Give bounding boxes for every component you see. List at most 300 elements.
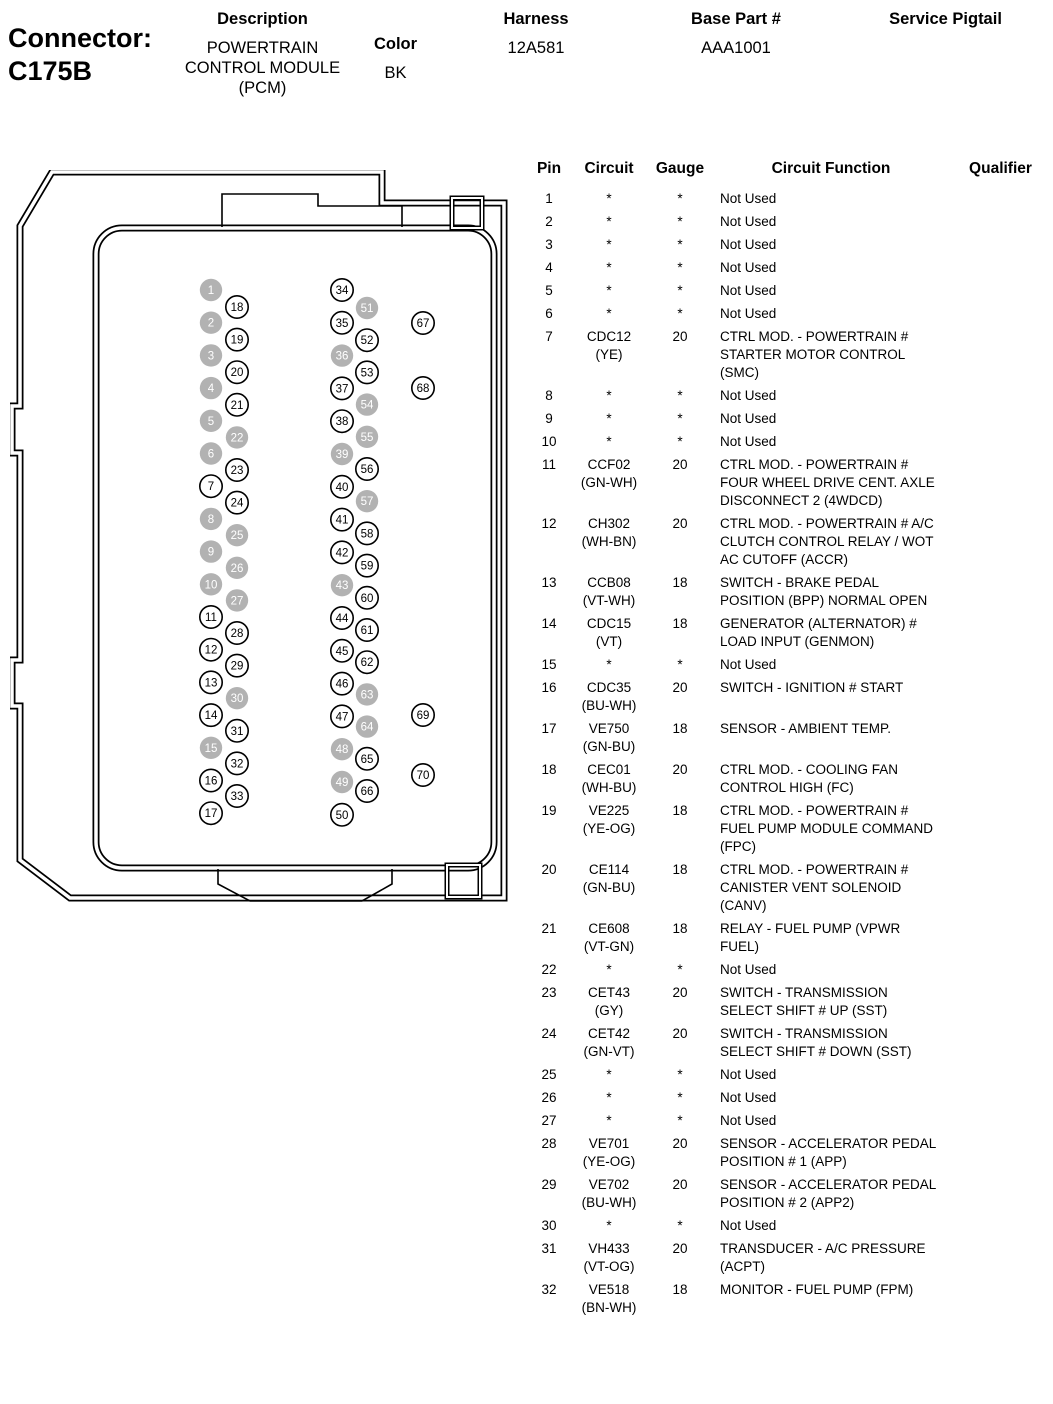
cell-gauge: 18 [672,861,688,877]
pin-48 [331,738,353,760]
pin-17 [200,802,222,824]
cell-qualifier [950,433,1051,451]
cell-circuit-function: GENERATOR (ALTERNATOR) # LOAD INPUT (GENMON) [720,615,917,649]
pin-25 [226,524,248,546]
pin-36 [331,344,353,366]
circuit-code: * [606,305,612,321]
cell-pin: 32 [541,1281,557,1297]
pin-number: 66 [360,786,374,798]
cell-pin: 4 [545,259,553,275]
pin-number: 36 [335,350,349,363]
cell-circuit-function: Not Used [720,259,777,275]
cell-pin: 5 [545,282,553,298]
cell-gauge: 20 [672,328,688,344]
pin-23 [226,459,248,481]
pin-number: 41 [335,514,349,527]
cell-gauge: 18 [672,1281,688,1297]
table-row [528,1132,1051,1173]
pin-26 [226,557,248,579]
pin-44 [331,607,353,629]
pin-21 [226,394,248,416]
pin-45 [331,640,353,662]
circuit-wire-color: (GN-VT) [583,1043,635,1059]
cell-circuit [570,259,648,277]
table-row [528,758,1051,799]
pin-number: 21 [230,399,244,412]
cell-circuit-function: Not Used [720,961,777,977]
cell-pin: 1 [545,190,553,206]
pin-number: 4 [207,383,215,396]
connector-diagram [10,170,515,940]
cell-circuit-function: TRANSDUCER - A/C PRESSURE (ACPT) [720,1240,926,1274]
pin-number: 69 [416,710,430,722]
cell-pin: 24 [541,1025,557,1041]
table-row [528,210,1051,233]
cell-qualifier [950,305,1051,323]
cell-circuit-function: Not Used [720,1089,777,1105]
description-label: Description [217,10,308,28]
cell-qualifier [950,1176,1051,1212]
pin-number: 13 [204,677,218,690]
circuit-code: CDC12 [586,328,632,344]
pin-number: 68 [416,383,430,395]
cell-circuit-function: CTRL MOD. - POWERTRAIN # FUEL PUMP MODULE COMMAND (FPC) [720,802,934,854]
pin-number: 1 [207,285,215,297]
circuit-code: CEC01 [587,761,631,777]
cell-circuit-function: CTRL MOD. - POWERTRAIN # CANISTER VENT SOLENOID (CANV) [720,861,909,913]
pin-29 [226,654,248,676]
pin-54 [356,393,378,415]
circuit-code: CCB08 [587,574,631,590]
pin-11 [200,606,222,628]
table-row [528,917,1051,958]
pin-number: 33 [230,791,244,803]
cell-gauge: 20 [672,1176,688,1192]
circuit-code: VE518 [588,1281,630,1297]
pin-8 [200,508,222,530]
cell-gauge: * [677,1217,683,1233]
cell-pin: 10 [541,433,557,449]
cell-circuit-function: Not Used [720,387,777,403]
field-harness [480,10,592,58]
pin-35 [331,312,353,334]
table-row [528,858,1051,917]
pin-69 [412,704,434,726]
pin-number: 45 [335,645,349,658]
pin-number: 15 [204,742,218,755]
circuit-code: * [606,190,612,206]
pin-number: 65 [360,753,374,766]
cell-circuit [570,961,648,979]
cell-circuit [570,1176,648,1212]
circuit-code: VE702 [588,1176,630,1192]
table-row [528,1237,1051,1278]
table-row [528,1278,1051,1319]
cell-gauge: 18 [672,615,688,631]
cell-circuit-function: CTRL MOD. - COOLING FAN CONTROL HIGH (FC) [720,761,899,795]
circuit-wire-color: (VT) [595,633,623,649]
cell-pin: 3 [545,236,553,252]
circuit-wire-color: (GN-BU) [582,879,636,895]
cell-gauge: * [677,1089,683,1105]
cell-qualifier [950,282,1051,300]
pin-57 [356,490,378,512]
cell-circuit-function: Not Used [720,656,777,672]
circuit-code: VH433 [588,1240,630,1256]
pin-9 [200,540,222,562]
cell-circuit-function: SENSOR - ACCELERATOR PEDAL POSITION # 1 (APP) [720,1135,936,1169]
pin-number: 51 [360,303,374,315]
harness-label: Harness [503,10,569,28]
pin-70 [412,764,434,786]
circuit-code: * [606,656,612,672]
cell-circuit-function: MONITOR - FUEL PUMP (FPM) [720,1281,914,1297]
table-row [528,612,1051,653]
cell-qualifier [950,515,1051,569]
circuit-code: VE750 [588,720,630,736]
circuit-code: CCF02 [587,456,631,472]
cell-gauge: * [677,190,683,206]
cell-circuit [570,679,648,715]
pin-40 [331,476,353,498]
cell-qualifier [950,328,1051,382]
cell-qualifier [950,761,1051,797]
pin-number: 40 [335,481,349,494]
pin-24 [226,491,248,513]
pinout-table [528,160,1051,1319]
cell-pin: 22 [541,961,557,977]
pin-42 [331,541,353,563]
pin-number: 9 [207,546,215,559]
pin-7 [200,475,222,497]
cell-circuit [570,1217,648,1235]
pin-number: 38 [335,416,349,429]
service-pigtail-label: Service Pigtail [889,10,1002,28]
table-row [528,1109,1051,1132]
cell-qualifier [950,1089,1051,1107]
table-row [528,981,1051,1022]
cell-circuit [570,861,648,915]
circuit-code: CET43 [587,984,631,1000]
cell-gauge: 18 [672,920,688,936]
pin-number: 44 [335,613,349,625]
cell-circuit [570,387,648,405]
table-row [528,571,1051,612]
circuit-code: VE701 [588,1135,630,1151]
pin-number: 47 [335,711,349,724]
cell-circuit-function: CTRL MOD. - POWERTRAIN # FOUR WHEEL DRIVE CENT. AXLE DISCONNECT 2 (4WDCD) [720,456,935,508]
pin-41 [331,508,353,530]
col-header-pin: Pin [536,160,562,177]
circuit-wire-color: (WH-BN) [581,533,637,549]
pin-number: 46 [335,678,349,691]
cell-circuit [570,190,648,208]
cell-gauge: * [677,961,683,977]
pin-number: 22 [230,432,244,445]
cell-gauge: 20 [672,1025,688,1041]
pin-43 [331,574,353,596]
table-row [528,453,1051,512]
circuit-code: * [606,961,612,977]
cell-circuit [570,1112,648,1130]
cell-qualifier [950,1281,1051,1317]
cell-pin: 27 [541,1112,557,1128]
pins-layer [200,279,434,826]
cell-pin: 19 [541,802,557,818]
connector-id: C175B [8,56,93,86]
field-description [180,10,345,98]
table-row [528,1214,1051,1237]
pin-number: 63 [360,689,374,702]
pin-number: 39 [335,449,349,461]
pin-number: 42 [335,547,349,560]
table-row [528,279,1051,302]
cell-circuit-function: SENSOR - ACCELERATOR PEDAL POSITION # 2 (APP2) [720,1176,936,1210]
base-part-value: AAA1001 [701,39,771,57]
pin-66 [356,780,378,802]
cell-gauge: 20 [672,679,688,695]
cell-pin: 26 [541,1089,557,1105]
cell-qualifier [950,802,1051,856]
pin-12 [200,639,222,661]
circuit-wire-color: (GN-WH) [580,474,638,490]
cell-circuit [570,515,648,569]
circuit-code: * [606,433,612,449]
cell-gauge: 18 [672,720,688,736]
pin-number: 53 [360,367,374,380]
pin-2 [200,312,222,334]
cell-qualifier [950,861,1051,915]
cell-circuit [570,1135,648,1171]
cell-qualifier [950,615,1051,651]
cell-circuit [570,761,648,797]
cell-circuit [570,328,648,382]
cell-circuit [570,282,648,300]
cell-pin: 11 [541,456,556,472]
cell-pin: 21 [541,920,557,936]
cell-gauge: 20 [672,984,688,1000]
pin-number: 14 [204,710,218,723]
pin-number: 43 [335,580,349,593]
table-row [528,302,1051,325]
circuit-code: * [606,1089,612,1105]
pin-number: 17 [204,808,218,821]
pin-number: 54 [360,399,374,412]
circuit-wire-color: (VT-OG) [583,1258,635,1274]
pin-number: 12 [204,644,218,657]
pin-52 [356,329,378,351]
circuit-code: * [606,1066,612,1082]
cell-gauge: * [677,305,683,321]
col-header-gauge: Gauge [655,160,705,177]
pin-number: 35 [335,317,349,330]
pin-5 [200,410,222,432]
cell-circuit-function: SWITCH - TRANSMISSION SELECT SHIFT # UP (SST) [720,984,888,1018]
pin-number: 26 [230,562,244,575]
circuit-code: * [606,213,612,229]
cell-circuit-function: Not Used [720,1112,777,1128]
cell-qualifier [950,190,1051,208]
pin-number: 2 [207,317,215,330]
pin-10 [200,573,222,595]
cell-circuit-function: RELAY - FUEL PUMP (VPWR FUEL) [720,920,901,954]
circuit-code: CE114 [588,861,630,877]
table-row [528,799,1051,858]
pin-number: 11 [205,612,217,624]
cell-pin: 16 [541,679,557,695]
cell-circuit-function: Not Used [720,410,777,426]
pin-number: 70 [416,770,430,782]
cell-qualifier [950,1135,1051,1171]
cell-circuit [570,1240,648,1276]
circuit-code: VE225 [588,802,630,818]
cell-qualifier [950,920,1051,956]
pin-number: 37 [335,383,349,396]
cell-pin: 9 [545,410,553,426]
cell-circuit-function: SWITCH - TRANSMISSION SELECT SHIFT # DOWN (SST) [720,1025,912,1059]
cell-gauge: 18 [672,574,688,590]
col-header-qualifier: Qualifier [969,160,1032,177]
pin-31 [226,720,248,742]
cell-pin: 2 [545,213,553,229]
pin-3 [200,344,222,366]
cell-circuit-function: CTRL MOD. - POWERTRAIN # A/C CLUTCH CONTROL RELAY / WOT AC CUTOFF (ACCR) [720,515,934,567]
cell-pin: 17 [541,720,557,736]
pin-number: 19 [230,334,244,347]
pin-13 [200,671,222,693]
table-row [528,1173,1051,1214]
cell-gauge: * [677,656,683,672]
table-row [528,407,1051,430]
pin-number: 16 [204,775,218,788]
cell-pin: 18 [541,761,557,777]
cell-gauge: * [677,1066,683,1082]
cell-qualifier [950,387,1051,405]
pin-18 [226,296,248,318]
pin-number: 32 [230,758,244,771]
pin-number: 24 [230,497,244,510]
pin-37 [331,377,353,399]
pin-46 [331,672,353,694]
cell-qualifier [950,984,1051,1020]
pin-6 [200,442,222,464]
pin-32 [226,752,248,774]
cell-pin: 8 [545,387,553,403]
pin-number: 18 [230,302,244,314]
pin-49 [331,771,353,793]
table-row [528,717,1051,758]
table-row [528,1063,1051,1086]
pin-50 [331,804,353,826]
cell-pin: 29 [541,1176,557,1192]
pin-20 [226,361,248,383]
table-row [528,384,1051,407]
circuit-wire-color: (YE) [595,346,623,362]
cell-pin: 23 [541,984,557,1000]
circuit-wire-color: (GN-BU) [582,738,636,754]
pin-number: 58 [360,528,374,541]
table-row [528,958,1051,981]
pin-16 [200,769,222,791]
circuit-code: * [606,259,612,275]
pin-27 [226,589,248,611]
table-row [528,653,1051,676]
pin-number: 61 [360,625,374,637]
cell-gauge: * [677,410,683,426]
pin-number: 62 [360,657,374,670]
color-value: BK [384,64,407,82]
circuit-wire-color: (VT-WH) [582,592,636,608]
pin-39 [331,443,353,465]
cell-circuit-function: SENSOR - AMBIENT TEMP. [720,720,892,736]
pin-60 [356,587,378,609]
circuit-code: CDC35 [586,679,632,695]
cell-circuit-function: Not Used [720,1066,777,1082]
cell-circuit-function: SWITCH - BRAKE PEDAL POSITION (BPP) NORMAL OPEN [720,574,928,608]
harness-value: 12A581 [507,39,565,57]
cell-circuit [570,720,648,756]
pin-4 [200,377,222,399]
pin-56 [356,458,378,480]
cell-gauge: 20 [672,761,688,777]
pin-30 [226,687,248,709]
cell-circuit-function: Not Used [720,305,777,321]
pin-number: 30 [230,693,244,706]
circuit-code: CH302 [587,515,631,531]
pin-51 [356,297,378,319]
pin-68 [412,377,434,399]
cell-gauge: * [677,433,683,449]
cell-qualifier [950,213,1051,231]
cell-pin: 13 [541,574,557,590]
cell-gauge: * [677,236,683,252]
cell-qualifier [950,961,1051,979]
cell-pin: 25 [541,1066,557,1082]
field-color [358,35,433,83]
cell-circuit [570,1066,648,1084]
circuit-code: * [606,410,612,426]
cell-circuit [570,920,648,956]
field-base-part [660,10,812,58]
pin-58 [356,522,378,544]
pin-number: 56 [360,464,374,476]
pin-number: 5 [207,415,215,428]
pin-59 [356,554,378,576]
pin-number: 49 [335,777,349,789]
circuit-wire-color: (YE-OG) [582,820,636,836]
cell-gauge: * [677,213,683,229]
circuit-code: * [606,236,612,252]
cell-circuit [570,305,648,323]
cell-pin: 31 [541,1240,557,1256]
cell-pin: 30 [541,1217,557,1233]
cell-qualifier [950,720,1051,756]
cell-pin: 14 [541,615,557,631]
pin-number: 25 [230,530,244,543]
cell-circuit-function: Not Used [720,213,777,229]
pin-62 [356,651,378,673]
cell-circuit [570,1281,648,1317]
cell-circuit [570,1025,648,1061]
pin-number: 31 [230,725,244,738]
pin-14 [200,704,222,726]
cell-circuit [570,1089,648,1107]
pin-number: 64 [360,721,374,734]
table-row [528,430,1051,453]
connector-title [8,22,152,88]
description-value: POWERTRAIN CONTROL MODULE (PCM) [184,39,341,97]
cell-qualifier [950,1066,1051,1084]
